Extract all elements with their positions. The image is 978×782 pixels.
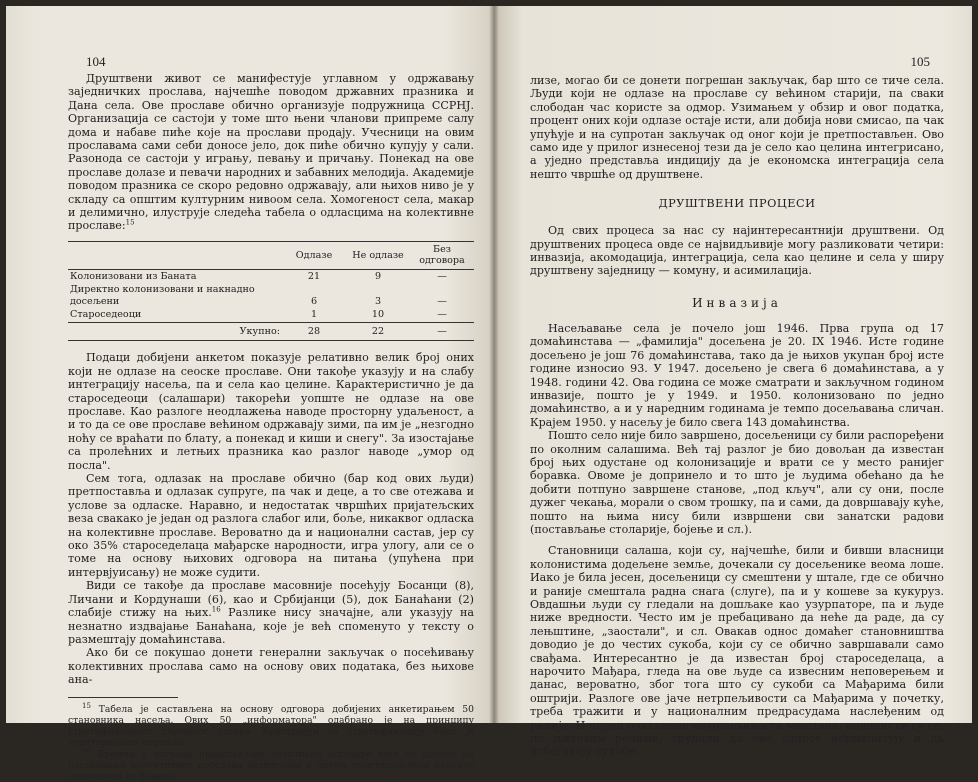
- section-heading: ДРУШТВЕНИ ПРОЦЕСИ: [658, 197, 816, 211]
- footnote-ref: 15: [125, 218, 135, 227]
- cell-bez-odgovora: —: [437, 295, 447, 307]
- paragraph-text: Разлике нису значајне, али указују на незнатно издвајање Банаћана, које је већ споменуто у тексту о размештају домаћинстава.: [68, 606, 474, 646]
- cell-odlaze: 1: [310, 309, 318, 321]
- total-label: Укупно:: [68, 322, 282, 341]
- cell-odlaze: 21: [307, 270, 321, 282]
- table-header-cell: Не одлазе: [346, 241, 410, 269]
- paragraph-text: Види се такође да прославе масовније посећују Босанци (8), Личани и Кордунаши (6), као и Србијанци (5), док Банаћани (2) слабије стижу на њих.: [68, 579, 474, 620]
- footnote-text: Табела је састављена на основу одговора добијених анкетирањем 50 становника насеља. Ових 50 „информатора" одабрано је на принципу стратификованог случајног узорка. Критеријум за стратификацију било је териториjално порекло.: [68, 703, 474, 748]
- cell-bez-odgovora: —: [437, 309, 447, 321]
- paragraph: лизе, могао би се донети погрешан закључак, бар што се тиче села. Људи који не одлазе на прославе су већином старији, па сваки слободан час користе за одмор. Узимањем у обзир и овог податка, процент оних који одлазе остаје исти, али добија нови смисао, па чак упућује и на супротан закључак од оног који је претпостављен. Ово само иде у прилог изнесеној тези да је село као целина интегрисано, а уједно представља индицију да је економска интеграција села нешто чвршће од друштвене.: [530, 74, 944, 181]
- book-spread: [6, 6, 972, 782]
- paragraph: Подаци добијени анкетом показује релативно велик број оних који не одлазе на сеоске прославе. Они такође указују и на слабу интеграцију насеља, па и села као целине. Карактеристично је да староседеоци (салашари) такорећи уопште не одлазе на ове прославе. Као разлоге неодлажења наводе просторну удаљеност, а и то да се ове прославе већином одржавају зими, па им је „незгодно ноћу се враћати по блату, а понекад и киши и снегу". За изостајање са пролећних и летњих празника као разлог наводе „умор од посла".: [68, 351, 474, 472]
- footnote-ref: 16: [211, 605, 221, 614]
- table-row: [68, 308, 474, 322]
- paragraph: Ако би се покушао донети генерални закључак о посећивању колективних прослава само на основу ових података, без њихове ана-: [68, 646, 474, 687]
- row-label: Колонизовани из Баната: [70, 270, 197, 282]
- table-row: [68, 283, 474, 308]
- table-header-cell: Без одговора: [410, 241, 474, 269]
- footnote: [68, 746, 474, 782]
- cell-ne-odlaze: 10: [371, 309, 385, 321]
- cell-ne-odlaze: 9: [374, 270, 382, 282]
- table-header-row: [68, 241, 474, 269]
- page-number: 104: [86, 54, 106, 69]
- paragraph: Становници салаша, који су, најчешће, били и бивши власници колонистима додељене земље, дочекали су досељенике веома лоше. Иако је била јесен, досељеници су смештени у штале, где се обично и раније смештала радна снага (слуге), па и у кошеве за кукуруз. Овдашњи људи су гледали на дошљаке као узурпаторе, па и људе ниже вредности. Често им је пребацивано да неће да раде, да су лењштине, „заостали", и сл. Овакав однос домаћег становништва доводио је до честих сукоба, који су се обично завршавали само свађама. Интересантно је да известан број староседелаца, а нарочито Мађара, гледа на ове људе са извесним неповерењем и данас, вероватно, због тога што су сукоби са Мађарима били оштрији. Разлоге ове јаче нетрпељивости са Мађарима у почетку, треба тражити и у националним предрасудама наслеђеним од раније. И поред очигледне нетрпељивости мештана, колонисти су се, по њиховим речима, трудили да ове односе нормализују и да избегавају сукобе.: [530, 544, 944, 759]
- paragraph: Насељавање села је почело још 1946. Прва група од 17 домаћинстава — „фамилија" досељена је 20. IX 1946. Исте године досељено је још 76 домаћинстава, тако да је њихов укупан број исте године износио 93. У 1947. досељено је свега 6 домаћинстава, а у 1948. години 42. Ова година се може сматрати и закључном годином инвазије, пошто је у 1949. и 1950. колонизовано по једно домаћинство, а и у наредним годинама је темпо досељавања сличан. Крајем 1950. у насељу је било свега 143 домаћинства.: [530, 321, 944, 429]
- paragraph-text: Друштвени живот се манифестује углавном у одржавању заједничких прослава, најчешће поводом државних празника и Дана села. Ове прославе обично организује подружница ССРНЈ. Организација се састоји у томе што њени чланови припреме салу дома и набаве пиће које на прослави продају. Учесници на овим прославама сами себи доносе јело, док пиће обично купују у сали. Разонода се састоји у игрању, певању и причању. Понекад на ове прославе долазе и певачи народних и забавних мелодија. Академије поводом празника се скоро редовно одржавају, али њихов ниво је у складу са општим културним нивоом села. Хомогеност села, макар и делимично, илуструје следећа табела о одласцима на колективне прославе:: [68, 72, 474, 233]
- paragraph: [68, 72, 474, 233]
- paragraph: Сем тога, одлазак на прославе обично (бар код ових људи) претпоставља и одлазак супруге, па чак и деце, а то све отежава и услове за одласке. Наравно, и недостатак чвршћих пријатељских веза свакако је један од разлога слабог или, боље, никаквог одласка на колективне прославе. Вероватно да и национални састав, јер су око 35% староседелаца мађарске народности, игра улогу, али се о томе на основу њихових одговора на питања (упућена при интервјуисању) не може судити.: [68, 472, 474, 579]
- footnote: [68, 701, 474, 748]
- footnote-text: Бројеви у загради представљају позитивне одговоре који се односе на посећивање колективних прослава разврстане и према територијалном пореклу (колониста из Баната).: [68, 748, 474, 782]
- page-number: 105: [910, 54, 930, 69]
- paragraph: Пошто село није било завршено, досељеници су били распоређени по околним салашима. Већ тај разлог је био довољан да известан број њих одустане од колонизације и врати се у место ранијег боравка. Овоме је допринело и то што је људима обећано да ће добити потпуно завршене станове, „под кључ", али су они, после дужег чекања, морали о свом трошку, па и сами, да довршавају куће, пошто на њима нису били извршени сви занатски радови (постављање столарије, бојење и сл.).: [530, 429, 945, 536]
- footnote-mark: 15: [82, 701, 91, 710]
- spacer: [530, 536, 944, 544]
- cell-bez-odgovora: —: [437, 270, 447, 282]
- right-page: [494, 6, 972, 759]
- row-label: Староседеоци: [70, 309, 142, 321]
- table-total-row: [68, 322, 474, 341]
- cell-odlaze: 6: [310, 295, 318, 307]
- total-bez-odgovora: —: [410, 322, 474, 341]
- cell-ne-odlaze: 3: [374, 295, 382, 307]
- paragraph: [68, 579, 474, 646]
- table-row: [68, 269, 474, 283]
- total-ne-odlaze: 22: [346, 322, 410, 341]
- book-gutter: [489, 6, 499, 723]
- total-odlaze: 28: [282, 322, 346, 341]
- row-label: Директно колонизовани и накнадно досељени: [70, 284, 255, 307]
- left-page: [6, 6, 494, 782]
- table-header-cell: [68, 241, 282, 269]
- attendance-table: [68, 241, 474, 342]
- table-header-cell: Одлазе: [282, 241, 346, 269]
- paragraph: Од свих процеса за нас су најинтересантнији друштвени. Од друштвених процеса овде се највидљивије могу разликовати четири: инвазија, акомодација, интеграција, села као целине и села у ширу друштвену заједницу — комуну, и асимилација.: [530, 224, 944, 278]
- footnote-mark: 16: [82, 746, 91, 755]
- footnote-rule: [68, 697, 178, 698]
- subsection-heading: Инвазија: [692, 295, 782, 310]
